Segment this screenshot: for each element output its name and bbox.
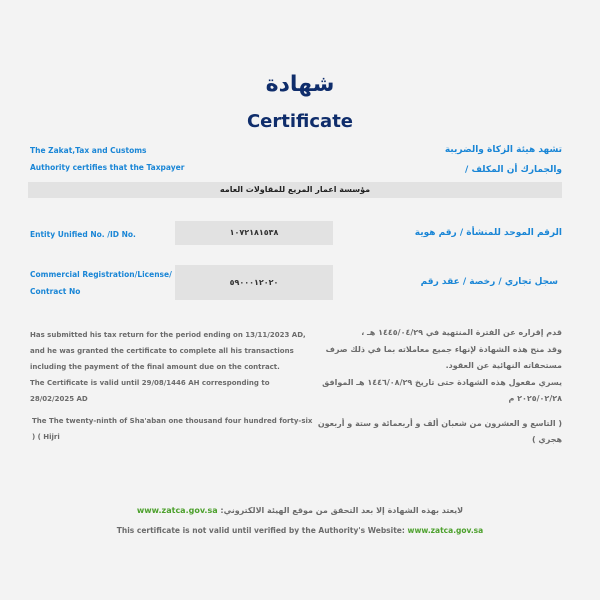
footer-english bbox=[0, 526, 600, 535]
footer-english-text: This certificate is not valid until verified by the Authority's Website: bbox=[116, 526, 408, 535]
title-english: Certificate bbox=[246, 111, 354, 132]
body-arabic-para1: قدم إقراره عن الفترة المنتهية في ١٤٤٥/٠٤/٢٩ هـ ، bbox=[361, 328, 562, 337]
body-arabic-para4: ( التاسع و العشرون من شعبان ألف و أربعمائة و ستة و أربعون هجري ) bbox=[317, 418, 562, 444]
intro-arabic-line2: والجمارك أن المكلف / bbox=[465, 165, 562, 175]
cr-value: ٥٩٠٠٠١٢٠٢٠ bbox=[175, 265, 333, 300]
website-link-arabic[interactable]: www.zatca.gov.sa bbox=[136, 506, 218, 515]
website-link-english[interactable]: www.zatca.gov.sa bbox=[407, 526, 484, 535]
title-arabic: شهادة bbox=[265, 72, 335, 97]
body-english-para2: The Certificate is valid until 29/08/1446 AH corresponding to 28/02/2025 AD bbox=[30, 379, 270, 403]
cr-label-english-line2: Contract No bbox=[30, 287, 81, 296]
body-arabic bbox=[292, 325, 562, 449]
cr-label-arabic: سجل تجاري / رخصة / عقد رقم bbox=[420, 277, 558, 287]
intro-english bbox=[30, 142, 184, 176]
footer-arabic-text: لايعتد بهذه الشهادة إلا بعد التحقق من موقع الهيئة الالكتروني: bbox=[217, 506, 464, 515]
cr-label-english bbox=[30, 266, 172, 300]
intro-english-line2: Authority certifies that the Taxpayer bbox=[30, 163, 185, 172]
entity-id-value: ١٠٧٢١٨١٥٣٨ bbox=[175, 221, 333, 245]
taxpayer-name: مؤسسة اعمار المريع للمقاولات العامه bbox=[28, 182, 562, 198]
entity-id-label-english: Entity Unified No. /ID No. bbox=[30, 230, 136, 239]
body-arabic-para3: يسري مفعول هذه الشهادة حتى تاريخ ١٤٤٦/٠٨/٢٩ هـ الموافق ٢٠٢٥/٠٢/٢٨ م bbox=[322, 377, 562, 403]
body-english bbox=[30, 327, 315, 445]
intro-english-line1: The Zakat,Tax and Customs bbox=[30, 146, 147, 155]
footer-arabic bbox=[0, 506, 600, 515]
cr-label-english-line1: Commercial Registration/License/ bbox=[30, 270, 172, 279]
entity-id-label-arabic: الرقم الموحد للمنشأة / رقم هوية bbox=[414, 228, 562, 238]
body-arabic-para2: وقد منح هذه الشهادة لإنهاء جميع معاملاته بما في ذلك صرف مستحقاته النهائية عن العقود. bbox=[325, 344, 562, 370]
intro-arabic bbox=[445, 140, 562, 180]
intro-arabic-line1: تشهد هيئة الزكاة والضريبة bbox=[444, 145, 562, 155]
body-english-para1: Has submitted his tax return for the period ending on 13/11/2023 AD, and he was granted the certificate to complete all his transactions including the payment of the final amount due on the contract. bbox=[30, 331, 306, 371]
body-english-para3: The The twenty-ninth of Sha'aban one thousand four hundred forty-six ) ( Hijri bbox=[32, 417, 313, 441]
